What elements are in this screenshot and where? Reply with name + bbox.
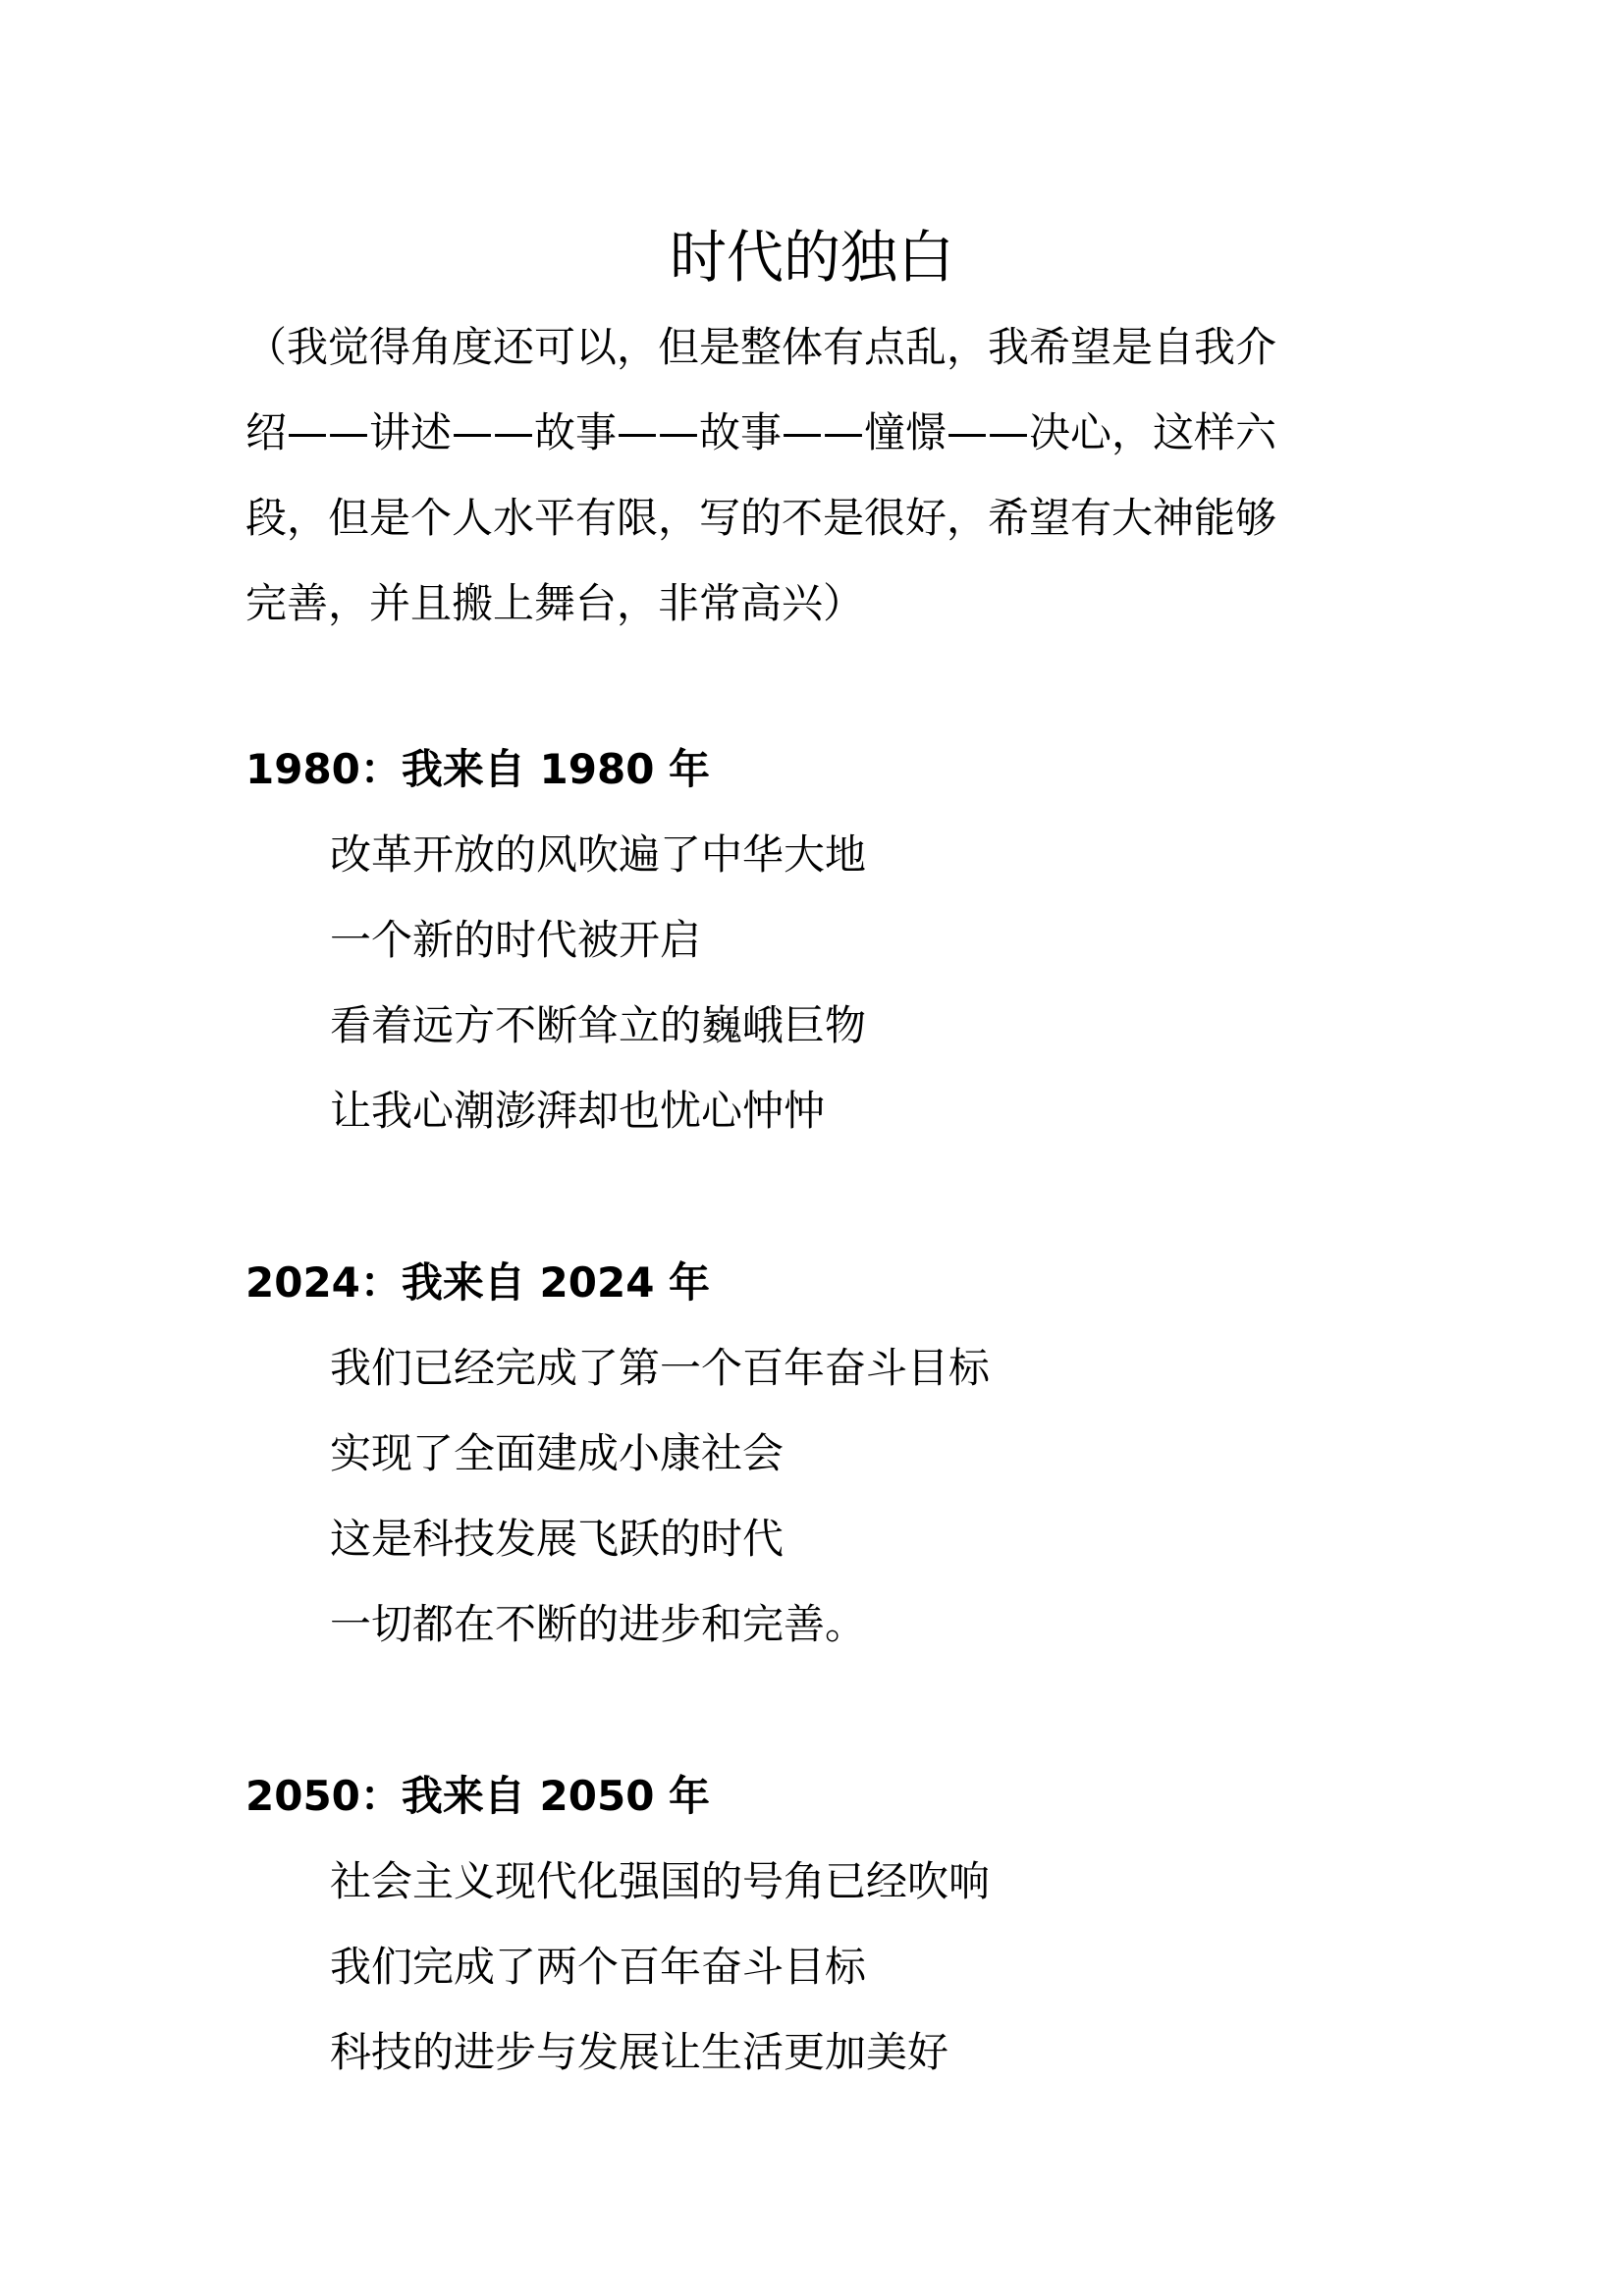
verse-line: 让我心潮澎湃却也忧心忡忡 (330, 1087, 826, 1135)
verse-line: 社会主义现代化强国的号角已经吹响 (330, 1857, 991, 1905)
verse-line: 科技的进步与发展让生活更加美好 (330, 2028, 949, 2076)
verse-line: 一切都在不断的进步和完善。 (330, 1600, 867, 1648)
section-heading: 2024：我来自 2024 年 (245, 1258, 711, 1307)
intro-line: 段，但是个人水平有限，写的不是很好，希望有大神能够 (245, 494, 1277, 542)
verse-line: 看着远方不断耸立的巍峨巨物 (330, 1001, 867, 1049)
verse-list (245, 1839, 1394, 2095)
intro-line: 完善，并且搬上舞台，非常高兴） (245, 579, 865, 627)
verse-line: 一个新的时代被开启 (330, 916, 702, 964)
verse-line: 改革开放的风吹遍了中华大地 (330, 830, 867, 879)
verse-line: 实现了全面建成小康社会 (330, 1429, 785, 1477)
section-heading: 1980：我来自 1980 年 (245, 745, 711, 793)
intro-paragraph (245, 304, 1394, 646)
verse-list (245, 812, 1394, 1153)
verse-line: 这是科技发展飞跃的时代 (330, 1515, 785, 1563)
intro-line: 绍——讲述——故事——故事——憧憬——决心，这样六 (245, 408, 1277, 456)
verse-list (245, 1325, 1394, 1667)
section-heading: 2050：我来自 2050 年 (245, 1772, 711, 1820)
section-1980 (245, 726, 1394, 1153)
section-2024 (245, 1240, 1394, 1667)
intro-line: （我觉得角度还可以，但是整体有点乱，我希望是自我介 (245, 323, 1277, 371)
verse-line: 我们已经完成了第一个百年奋斗目标 (330, 1344, 991, 1392)
section-2050 (245, 1753, 1394, 2095)
page-title: 时代的独白 (669, 224, 954, 291)
verse-line: 我们完成了两个百年奋斗目标 (330, 1943, 867, 1991)
